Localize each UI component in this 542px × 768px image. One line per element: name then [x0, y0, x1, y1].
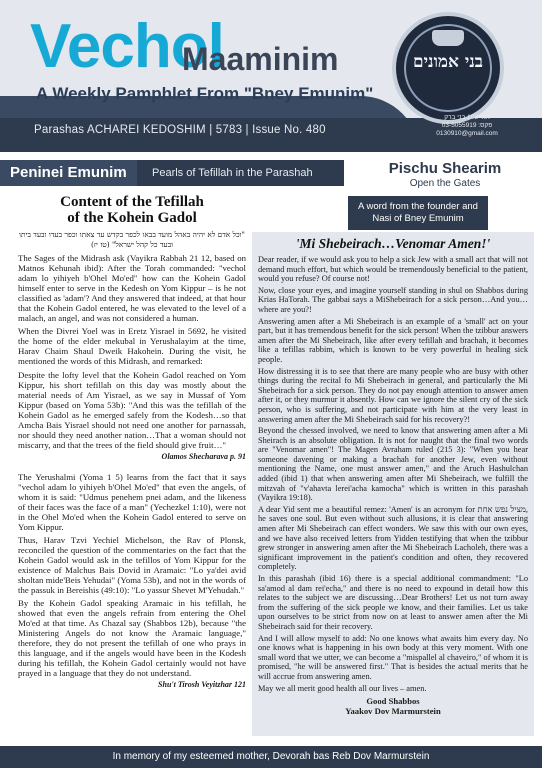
issue-line: Parashas ACHAREI KEDOSHIM | 5783 | Issue No. 480 — [34, 124, 326, 136]
right-article-title: 'Mi Shebeirach…Venomar Amen!' — [295, 236, 491, 251]
signature-greeting: Good Shabbos — [366, 696, 420, 707]
logo-seal — [392, 12, 504, 124]
right-paragraph: A dear Yid sent me a beautiful remez: 'Amen' is an acronym for מציל נפש אחת, he saves one soul. But even without such allusions, it is clear that answering amen after Mi Shebeirach can effect wonders. We saw this with our own eyes, and we have also received letters from Yidden testifying that when the tzibbur grew stronger in answering amen after the Mi Shebeirach Lacholeh, there was a significant improvement in the patient's condition and often, they recovered completely. — [258, 504, 529, 572]
right-paragraph: How distressing it is to see that there are many people who are busy with other things during the recital fo Mi Shebeirach in general, and particularly the Mi Shebeirach for a sick person. They do not pay enough attention to answer amen after it, or they murmur it absently. How can we ignore the silent cry of the sick person, who is suffering, and not participate with him at the very least in answering amen after the Mi Shebeirach said for his recovery?! — [258, 366, 528, 424]
peninei-emunim-header — [0, 160, 344, 186]
contact-info — [414, 114, 520, 138]
left-paragraph: The Yerushalmi (Yoma 1 5) learns from the fact that it says "vechol adam lo yihiyeh b'Ohel Mo'ed" that even the angels, of whom it is said: "Udmus penehem pnei adam, and the likeness of their faces was the face of a man" (Yechezkel 1:10), were not in the Ohel Mo'ed when the Kohein Gadol entered to serve on Yom Kippur. — [18, 472, 246, 532]
left-article — [18, 194, 246, 689]
right-paragraph: In this parashah (ibid 16) there is a special additional commandment: "Lo sa'amod al dam rei'echa," and there is no need to expound in detail how this relates to the subject we are discussing…Dear Brothers! Let us not turn away from the suffering of the sick people we know, and their families. Let us take upon ourselves to be strict from now on at least to answer amen after the Mi Shebeirach said for their recovery. — [258, 574, 528, 631]
pischu-title: Pischu Shearim — [388, 160, 502, 177]
logo-text: בני אמונים — [412, 52, 484, 72]
article-title — [18, 194, 246, 226]
brand-title-maaminim: Maaminim — [182, 41, 339, 77]
founder-label: A word from the founder and Nasi of Bney Emunim — [348, 196, 488, 230]
source-citation: Shu't Tirosh Veyitzhar 121 — [158, 680, 246, 689]
right-paragraph: Dear reader, if we would ask you to help a sick Jew with a small act that will not demand much effort, but which would be tremendously beneficial to the patient, would you refuse? Of course not! — [258, 255, 528, 284]
contact-fax: פקס: 03-5055919 — [441, 122, 493, 129]
logo-emblem-icon — [432, 30, 464, 46]
left-paragraph: The Sages of the Midrash ask (Vayikra Rabbah 21 12, based on Matnos Kehunah ibid): After the Torah commanded: "vechol adam lo yihiyeh b'Ohel Mo'ed" how can the Kohein Gadol himself enter to serve in the Kedesh on Yom Kippur – is he not classified as 'adam'? And they answered that indeed, at that hour that the Kohein Gadol entered, he was elevated to the level of a malach, an angel, and was not considered a human. — [18, 253, 246, 323]
dedication-footer: In memory of my esteemed mother, Devorah bas Reb Dov Marmurstein — [0, 746, 542, 768]
section-tab-peninei-emunim: Peninei Emunim — [0, 160, 137, 186]
right-article — [252, 232, 534, 736]
left-paragraph: By the Kohein Gadol speaking Aramaic in his tefillah, he showed that even the angels refrain from entering the Ohel Mo'ed at that time. As Chazal say (Shabbos 12b), because "the Ministering Angels do not know the Aramaic language," therefore, they do not present the tefillah of one who prays in this language, and if the angels would have been in the Kodesh during his tefillah, the Kohein Gadol certainly would not have prayed in a language that they do not understand. — [18, 598, 246, 678]
pischu-subtitle: Open the Gates — [409, 178, 481, 189]
section-subtitle: Pearls of Tefillah in the Parashah — [152, 167, 313, 179]
right-paragraph: Beyond the chessed involved, we need to know that answering amen after a Mi Sheirach is an absolute obligation. It is not for naught that the final two words are "Venomar amen"! The Magen Avraham ruled (215 3): "When you hear someone davening or making a brachah for another Jew, even without mentioning the Name, one must answer amen," and the Aruch Hashulchan added (ibid 1) that when answering amen after Mi Shebeirach, we fulfill the mitzvah of "v'ahavta lerei'acha kamocha" which is written in this parashah (Vayikra 19:18). — [258, 426, 528, 503]
signature — [258, 696, 528, 716]
left-paragraph: Despite the lofty level that the Kohein Gadol reached on Yom Kippur, his short tefillah on this day was mostly about the material needs of Am Yisrael, as we say in Mussaf of Yom Kippur (based on Yoma 53b): "And this was the tefillah of the Kohein Gadol as he emerged safely from the Kodesh…so that Amcha Bais Yisrael should not need one another for parnassah, nor should they need another nation…That a woman should not miscarry, and that the trees of the field should give fruit…" — [18, 370, 246, 450]
source-citation: Olamos Shecharava p. 91 — [161, 452, 246, 461]
signature-name: Yaakov Dov Marmurstein — [345, 706, 441, 717]
right-paragraph: Answering amen after a Mi Shebeirach is an example of a 'small' act on your part, but it has tremendous benefit for the sick person! When the tzibbur answers amen after the Mi Shebeirach, like after every tefillah and brachah, it becomes like a tefillas rabbim, which is known to be very powerful in healing sick people. — [258, 316, 528, 364]
right-paragraph: Now, close your eyes, and imagine yourself standing in shul on Shabbos during Krias HaTorah. The gabbai says a MiShebeirach for a sick person…And you…where are you?! — [258, 285, 528, 314]
article-title-line-2: of the Kohein Gadol — [67, 210, 197, 226]
pischu-shearim-header — [348, 160, 542, 200]
right-paragraph: May we all merit good health all our lives – amen. — [258, 683, 427, 693]
hebrew-verse: "וכל אדם לא יהיה באהל מועד בבאו לכפר בקדש עד צאתו וכפר בעדו ובעד ביתו ובעד כל קהל ישראל" (טז יז) — [19, 230, 245, 249]
left-paragraph: When the Divrei Yoel was in Eretz Yisrael in 5692, he visited the home of the elder mekubal in Yerushalayim at the time, Harav Chaim Shaul Dweik Hakohein. During the visit, he mentioned the words of this Midrash, and remarked: — [18, 326, 246, 366]
left-paragraph: Thus, Harav Tzvi Yechiel Michelson, the Rav of Plonsk, reconciled the question of the commentaries on the fact that the Kohein Gadol would ask in the tefillos of Yom Kippur for the existence of Malchus Bais Dovid in Aramaic: "Lo ya'dei avid sholtan mide'Beis Yehudai" (Yoma 53b), and not in the words of the passuk in Bereishis (49:10): "Lo yassur Shevet M'Yehudah." — [18, 535, 246, 595]
contact-po-box: ת.ד 102 בני ברק — [444, 114, 490, 121]
article-title-line-1: Content of the Tefillah — [60, 194, 204, 210]
masthead — [0, 0, 542, 152]
tagline: A Weekly Pamphlet From "Bney Emunim" — [36, 84, 374, 103]
right-paragraph: And I will allow myself to add: No one knows what awaits him every day. No one knows what is happening in his own body at this very moment. With one small word that we utter, we can become a "mispallel al chaveiro," of whom it is promised, "he will be answered first." That is besides the actual merits that he will accrue from answering amen. — [258, 633, 528, 681]
contact-email: 0130910@gmail.com — [436, 130, 498, 137]
brand-title-vechol: Vechol — [30, 12, 224, 81]
